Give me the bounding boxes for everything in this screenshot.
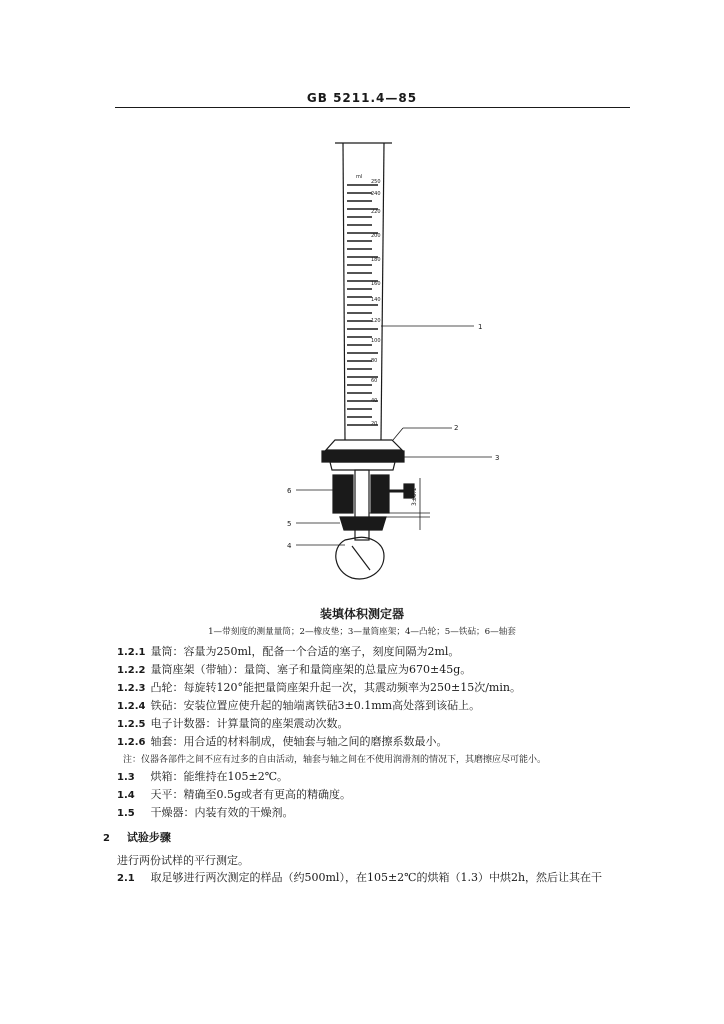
clause-number: 1.2.1 [117, 647, 146, 658]
scale-label: 160 [371, 281, 381, 287]
sleeve-block-left [333, 475, 353, 513]
intro-text: 进行两份试样的平行测定。 [117, 854, 249, 867]
clause-text: 铁砧：安装位置应使升起的轴端离铁砧3±0.1mm高处落到该砧上。 [150, 699, 481, 712]
base-bracket [330, 462, 395, 470]
cylinder-left-wall [343, 143, 345, 440]
anvil [340, 517, 386, 530]
clause-number: 1.3 [117, 772, 135, 783]
scale-label: 200 [371, 233, 381, 239]
clause-number: 1.5 [117, 808, 135, 819]
graduation-marks [347, 185, 378, 425]
clause-text: 量筒：容量为250ml，配备一个合适的塞子，刻度间隔为2ml。 [150, 645, 460, 658]
callout-line-2 [393, 428, 403, 440]
clause-text: 电子计数器：计算量筒的座架震动次数。 [150, 717, 349, 730]
step-text: 取足够进行两次测定的样品（约500ml），在105±2℃的烘箱（1.3）中烘2h，然后让其在干 [150, 871, 603, 884]
callout-2: 2 [454, 424, 459, 432]
clause-1-2-4 [117, 697, 480, 713]
clause-number: 1.2.3 [117, 683, 146, 694]
clause-1-2-6 [117, 733, 448, 749]
clause-1-2-1 [117, 643, 459, 659]
scale-label: 80 [371, 358, 378, 364]
scale-label: 180 [371, 257, 381, 263]
clause-text: 干燥器：内装有效的干燥剂。 [150, 806, 294, 819]
clause-number: 1.2.2 [117, 665, 146, 676]
clause-1-3 [117, 768, 288, 784]
scale-label: 20 [371, 421, 378, 427]
scale-label: 40 [371, 398, 378, 404]
scale-label: 250 [371, 179, 381, 185]
clause-1-4 [117, 786, 351, 802]
unit-label: ml [356, 174, 363, 180]
clause-text: 轴套：用合适的材料制成，使轴套与轴之间的磨擦系数最小。 [150, 735, 448, 748]
figure-caption: 装填体积测定器 [319, 607, 404, 621]
clause-text: 凸轮：每旋转120°能把量筒座架升起一次，其震动频率为250±15次/min。 [150, 681, 521, 694]
callout-6: 6 [287, 487, 292, 495]
callout-1: 1 [478, 323, 483, 331]
clause-number: 1.4 [117, 790, 135, 801]
clause-number: 1.2.5 [117, 719, 146, 730]
callout-3: 3 [495, 454, 500, 462]
clause-text: 天平：精确至0.5g或者有更高的精确度。 [150, 788, 352, 801]
cylinder-right-wall [381, 143, 384, 440]
figure-legend: 1—带刻度的测量量筒；2—橡皮垫；3—量筒座架；4—凸轮；5—铁砧；6—轴套 [208, 627, 516, 637]
clause-text: 烘箱：能维持在105±2℃。 [150, 770, 289, 783]
cam [336, 537, 384, 579]
callout-4: 4 [287, 542, 292, 550]
section-heading [103, 829, 171, 845]
callout-5: 5 [287, 520, 292, 528]
scale-label: 240 [371, 191, 381, 197]
clause-number: 1.2.6 [117, 737, 146, 748]
step-number: 2.1 [117, 873, 135, 884]
clause-1-2-3 [117, 679, 521, 695]
sleeve-block-right [371, 475, 389, 513]
clause-1-2-2 [117, 661, 471, 677]
dimension-label: 3±0.1 [411, 487, 418, 506]
scale-label: 100 [371, 338, 381, 344]
clause-1-5 [117, 804, 294, 820]
clause-text: 量筒座架（带轴）：量筒、塞子和量筒座架的总量应为670±45g。 [150, 663, 472, 676]
scale-label: 140 [371, 297, 381, 303]
standard-code-header: GB 5211.4—85 [306, 91, 418, 105]
clause-number: 1.2.4 [117, 701, 146, 712]
step-2-1 [117, 869, 602, 885]
rubber-pad [326, 440, 402, 450]
scale-label: 120 [371, 318, 381, 324]
note: 注：仪器各部件之间不应有过多的自由活动，轴套与轴之间在不使用润滑剂的情况下，其磨擦应尽可能小。 [123, 755, 547, 765]
cylinder-base [322, 451, 404, 462]
scale-label: 220 [371, 209, 381, 215]
clause-1-2-5 [117, 715, 349, 731]
scale-label: 60 [371, 378, 378, 384]
section-number: 2 [103, 833, 110, 844]
section-title: 试验步骤 [126, 831, 171, 844]
